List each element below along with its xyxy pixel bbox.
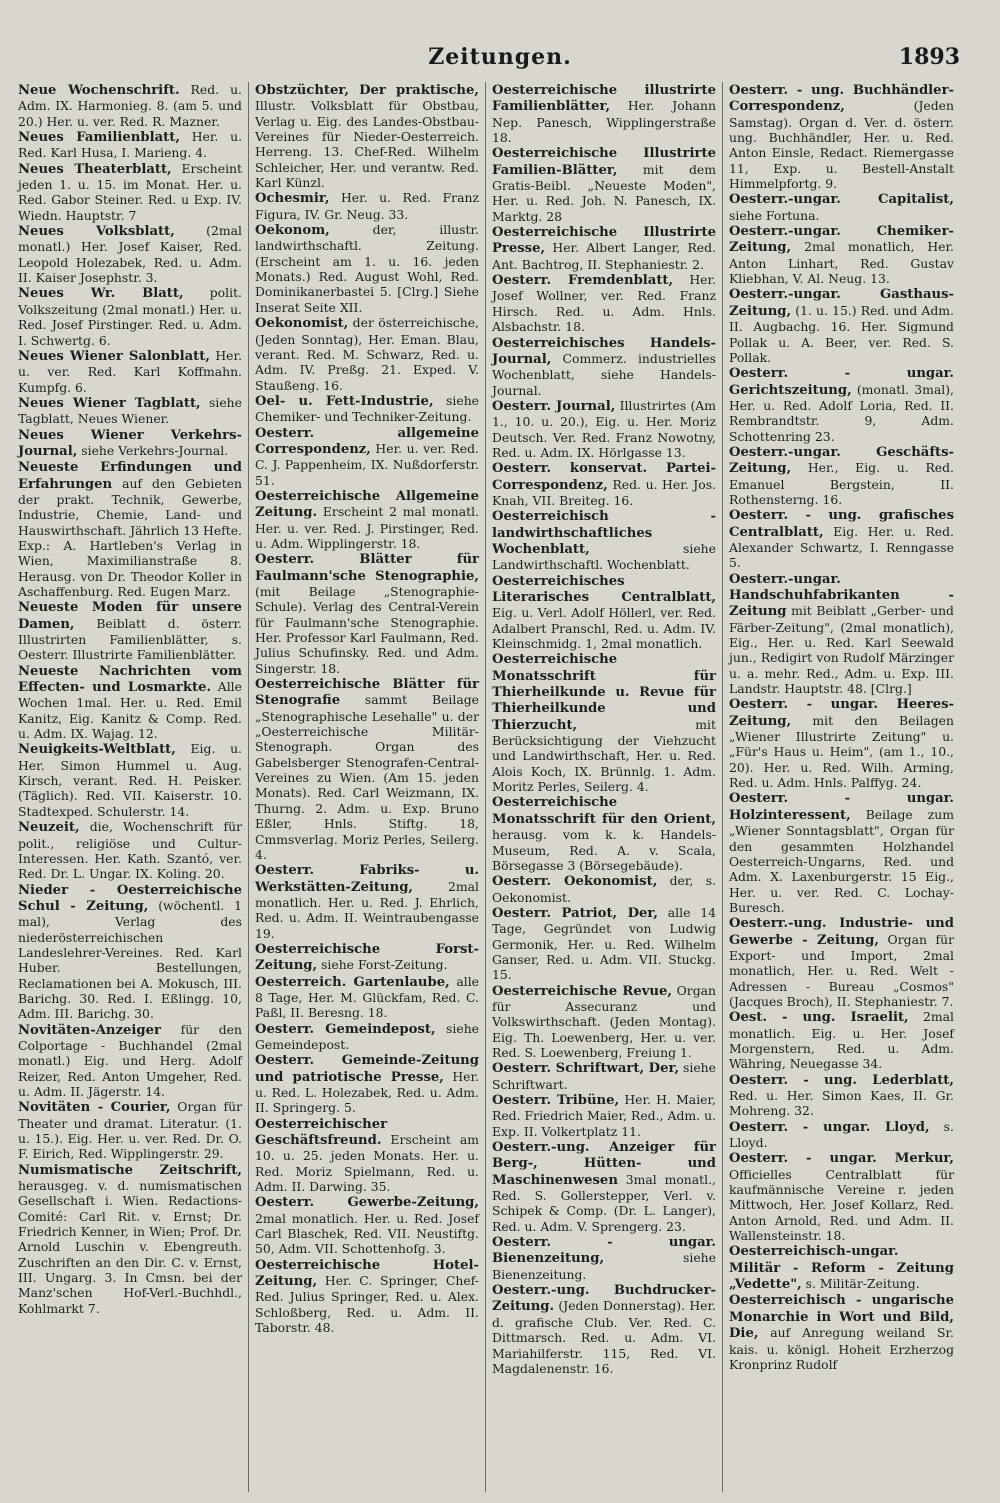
directory-entry [255,551,479,676]
entry-text: Erscheint am 10. u. 25. jeden Monats. Her. u. Red. Moriz Spielmann, Red. u. Adm. II. Darwing. 35. [255,1132,479,1195]
entry-title: Oesterr. Fabriks- u. Werkstätten-Zeitung, [255,863,479,895]
entry-text: s. Lloyd. [729,1118,954,1151]
entry-text: für den Colportage - Buchhandel (2mal monatl.) Eig. und Herg. Adolf Reizer, Red. Anton Umgeher, Red. u. Adm. II. Jägerstr. 14. [18,1021,242,1099]
entry-text: sammt Beilage „Stenographische Lesehalle" u. der „Oesterreichische Militär-Stenograph. Organ des Gabelsberger Stenografen-Central-Vereines zu Wien. (Am 15. jeden Monats). Red. Carl Weizmann, IX. Thurng. 2. Adm. u. Exp. Bruno Eßler, Hnls. Stiftg. 18, Cmmsverlag. Moriz Perles, Seilerg. 4. [255,692,479,862]
entry-title: Oesterr.-ungar. Geschäfts-Zeitung, [729,444,954,477]
directory-entry [729,1009,954,1071]
entry-title: Oesterr. - ungar. Bienenzeitung, [492,1235,716,1267]
directory-entry [18,882,242,1022]
entry-text: (2mal monatl.) Her. Josef Kaiser, Red. Leopold Holezabek, Red. u. Adm. II. Kaiser Josephstr. 3. [18,223,242,286]
directory-entry [729,571,954,697]
directory-entry [255,941,479,974]
directory-entry [492,224,716,272]
directory-entry [18,1022,242,1100]
entry-text: der österreichische, (Jeden Sonntag), Her. Eman. Blau, verant. Red. M. Schwarz, Red. u. Adm. IV. Preßg. 21. Exped. V. Staußeng. 16. [255,315,479,393]
directory-entry [18,1162,242,1316]
entry-title: Oesterr. Tribüne, [492,1093,620,1108]
entry-title: Neueste Nachrichten vom Effecten- und Losmarkte. [18,663,242,696]
page-title: Zeitungen. [428,44,572,70]
entry-text: Her. u. Red. Karl Husa, I. Marieng. 4. [18,129,243,161]
directory-entry [18,819,242,881]
entry-text: Eig. u. Her. Simon Hummel u. Aug. Kirsch, verant. Red. H. Peisker. (Täglich). Red. VII. Kaiserstr. 10. Stadtexped. Schulerstr. 14. [18,741,242,819]
directory-entry [255,862,479,941]
entry-title: Oekonom, [255,223,330,239]
entry-text: auf den Gebieten der prakt. Technik, Gewerbe, Industrie, Chemie, Land- und Hauswirthschaft. Jährlich 13 Hefte. Exp.: A. Hartleben's Verlag in Wien, Maximilianstraße 8. Herausg. von Dr. Theodor Koller in Aschaffenburg. Red. Eugen Marz. [18,475,242,599]
entry-title: Oesterr. - ungar. Merkur, [729,1151,954,1167]
directory-entry [492,1282,716,1376]
entry-title: Oesterr.-ungar. Handschuhfabrikanten - Zeitung [729,571,954,620]
directory-entry [729,696,954,790]
column-3 [486,82,723,1492]
entry-text: Her. u. ver. Red. C. J. Pappenheim, IX. Nußdorferstr. 51. [255,440,479,488]
directory-entry [18,741,242,819]
directory-entry [18,663,242,742]
entry-text: siehe Fortuna. [729,207,820,223]
entry-text: Her. Albert Langer, Red. Ant. Bachtrog, II. Stephaniestr. 2. [492,240,716,272]
directory-entry [255,488,479,551]
directory-entry [729,223,954,286]
entry-text: Organ für Export- und Import, 2mal monatlich, Her. u. Red. Welt - Adressen - Bureau „Cosmos" (Jacques Broch), II. Stephaniestr. 7. [729,931,954,1009]
entry-title: Oesterr. Oekonomist, [492,874,658,890]
entry-text: Her. Josef Wollner, ver. Red. Franz Hirsch. Red. u. Adm. Hnls. Alsbachstr. 18. [492,272,716,335]
entry-title: Ochesmir, [255,191,330,207]
directory-entry [492,335,716,398]
entry-text: Alle Wochen 1mal. Her. u. Red. Emil Kanitz, Eig. Kanitz & Comp. Red. u. Adm. IX. Wajag. 12. [18,679,242,742]
entry-text: Erscheint jeden 1. u. 15. im Monat. Her. u. Red. Gabor Steiner. Red. u Exp. IV. Wiedn. Hauptstr. 7 [18,160,242,223]
entry-title: Oesterreichische Monatsschrift für Thierheilkunde u. Revue für Thierheilkunde und Thierzucht, [492,652,716,733]
entry-text: Her. Johann Nep. Panesch, Wipplingerstraße 18. [492,98,716,146]
entry-title: Neues Wiener Tagblatt, [18,395,201,411]
entry-title: Oesterreichische Monatsschrift für den Orient, [492,795,716,827]
entry-text: auf Anregung weiland Sr. kais. u. königl. Hoheit Erzherzog Kronprinz Rudolf [729,1325,954,1372]
directory-entry [729,82,954,191]
entry-text: Beiblatt d. österr. Illustrirten Familienblätter, s. Oesterr. Illustrirte Familienblätter. [18,615,242,663]
entry-text: siehe Bienenzeitung. [492,1250,716,1282]
directory-entry [255,82,479,190]
entry-text: siehe Gemeindepost. [255,1020,480,1052]
entry-text: Erscheint 2 mal monatl. Her. u. ver. Red. J. Pirstinger, Red. u. Adm. Wipplingerstr. 18. [255,504,479,551]
entry-text: (monatl. 3mal), Her. u. Red. Adolf Loria, Red. II. Rembrandtstr. 9, Adm. Schottenring 23. [729,381,954,444]
entry-text: siehe Forst-Zeitung. [317,957,448,973]
directory-entry [18,1099,242,1161]
directory-entry [255,1257,479,1336]
directory-entry [18,161,242,223]
entry-text: s. Militär-Zeitung. [801,1276,920,1292]
entry-title: Neueste Erfindungen und Erfahrungen [18,460,242,492]
directory-entry [729,1119,954,1151]
entry-text: siehe Verkehrs-Journal. [77,442,229,458]
directory-entry [729,915,954,1009]
directory-entry [729,790,954,915]
directory-entry [18,459,242,599]
directory-entry [255,974,479,1021]
entry-text: Her. C. Springer, Chef-Red. Julius Springer, Red. u. Alex. Schloßberg, Red. u. Adm. II. Taborstr. 48. [255,1273,479,1336]
directory-entry [18,223,242,285]
entry-title: Oesterreichische illustrirte Familienblätter, [492,83,716,115]
entry-title: Oesterreichisches Literarisches Centralblatt, [492,573,716,605]
directory-entry [492,794,716,873]
directory-entry [492,1234,716,1282]
directory-entry [492,508,716,572]
entry-title: Oesterr. allgemeine Correspondenz, [255,425,479,457]
entry-title: Oesterr. - ung. grafisches Centralblatt, [729,508,954,540]
entry-text: Illustrirtes (Am 1., 10. u. 20.), Eig. u. Her. Moriz Deutsch. Ver. Red. Franz Nowotny, Red. u. Adm. IX. Hörlgasse 13. [492,397,716,460]
entry-text: Her. u. Red. Franz Figura, IV. Gr. Neug. 33. [255,190,479,222]
directory-entry [729,1072,954,1119]
entry-text: Organ für Theater und dramat. Literatur. (1. u. 15.). Eig. Her. u. ver. Red. Dr. O. F. Eirich, Red. Wipplingerstr. 29. [18,1099,242,1162]
column-2 [249,82,486,1492]
entry-title: Neuigkeits-Weltblatt, [18,742,176,758]
directory-entry [729,286,954,365]
entry-title: Oesterr. - ungar. Gerichtszeitung, [729,366,954,398]
entry-text: Red. u. Her. Jos. Knah, VII. Breiteg. 16. [492,476,716,508]
directory-entry [492,82,716,145]
entry-title: Oesterr. - ung. Lederblatt, [729,1072,954,1088]
entry-title: Oesterr. Gemeindepost, [255,1021,436,1037]
directory-entry [255,1116,479,1195]
entry-text: siehe Schriftwart. [492,1060,716,1092]
entry-title: Neues Wiener Salonblatt, [18,348,210,364]
entry-text: mit Berücksichtigung der Viehzucht und Landwirthschaft, Her. u. Red. Alois Koch, IX. Brünnlg. 1. Adm. Moritz Perles, Seilerg. 4. [492,716,716,795]
entry-text: (1. u. 15.) Red. und Adm. II. Augbachg. 16. Her. Sigmund Pollak u. A. Beer, ver. Red. S. Pollak. [729,302,954,365]
entry-title: Oesterreichische Illustrirte Familien-Blätter, [492,146,716,178]
entry-title: Oesterreichische Revue, [492,983,672,999]
directory-entry [492,145,716,224]
entry-text: der, illustr. landwirthschaftl. Zeitung. (Erscheint am 1. u. 16. jeden Monats.) Red. August Wohl, Red. Dominikanerbastei 5. [Clrg.] Siehe Inserat Seite XII. [255,222,479,315]
text-columns [12,82,960,1492]
directory-entry [255,222,479,315]
entry-title: Neues Familienblatt, [18,130,180,146]
entry-text: (Jeden Donnerstag). Her. d. grafische Club. Ver. Red. C. Dittmarsch. Red. u. Adm. VI. Mariahilferstr. 115, Red. VI. Magdalenenstr. 16. [492,1298,716,1376]
entry-text: der, s. Oekonomist. [492,873,716,905]
entry-title: Oesterr.-ung. Buchdrucker-Zeitung. [492,1283,716,1315]
directory-entry [492,983,716,1061]
entry-text: Organ für Assecuranz und Volkswirthschaft. (Jeden Montag). Eig. Th. Loewenberg, Her. u. ver. Red. S. Loewenberg, Freiung 1. [492,982,716,1060]
directory-entry [255,190,479,222]
directory-entry [18,599,242,662]
entry-title: Oesterr. Gemeinde-Zeitung und patriotische Presse, [255,1053,479,1085]
entry-title: Oesterreich. Gartenlaube, [255,974,450,990]
entry-title: Oesterreichisch-ungar. Militär - Reform - Zeitung „Vedette", [729,1244,954,1293]
directory-entry [492,905,716,983]
entry-title: Oesterr. Journal, [492,398,616,414]
entry-text: Beilage zum „Wiener Sonntagsblatt", Organ für den gesammten Holzhandel Oesterreich-Ungarns, Red. und Adm. X. Laxenburgerstr. 15 Eig., Her. u. ver. Red. C. Lochay-Buresch. [729,806,954,915]
entry-text: 2mal monatlich. Her. u. Red. J. Ehrlich, Red. u. Adm. II. Weintraubengasse 19. [255,878,479,941]
entry-title: Neues Theaterblatt, [18,161,172,177]
entry-text: Her. u. ver. Red. Karl Koffmahn. Kumpfg. 6. [18,347,243,395]
directory-entry [492,460,716,508]
entry-text: siehe Tagblatt, Neues Wiener. [18,394,242,427]
directory-entry [729,365,954,444]
entry-title: Oesterr. Fremdenblatt, [492,273,674,289]
column-4 [723,82,960,1492]
entry-text: herausgeg. v. d. numismatischen Gesellschaft i. Wien. Redactions-Comité: Carl Rit. v. Ernst; Dr. Friedrich Kenner, in Wien; Prof. Dr. Arnold Luschin v. Ebengreuth. Zuschriften an den Dir. C. v. Ernst, III. Ungarg. 3. In Cmsn. bei der Manz'schen Hof-Verl.-Buchhdl., Kohlmarkt 7. [18,1178,242,1316]
entry-text: Red. u. Her. Simon Kaes, II. Gr. Mohreng. 32. [729,1088,954,1119]
directory-entry [255,1194,479,1256]
directory-entry [492,272,716,334]
directory-entry [729,1292,954,1372]
entry-title: Oesterreichisch - ungarische Monarchie in Wort und Bild, Die, [729,1293,954,1342]
entry-title: Neue Wochenschrift. [18,83,180,98]
directory-entry [255,425,479,488]
directory-entry [18,82,242,129]
entry-title: Oesterreichische Hotel-Zeitung, [255,1257,479,1290]
entry-title: Oesterr.-ung. Industrie- und Gewerbe - Zeitung, [729,916,954,948]
entry-title: Neues Volksblatt, [18,224,175,240]
entry-title: Neuzeit, [18,820,80,836]
directory-entry [255,393,479,425]
entry-title: Nieder - Oesterreichische Schul - Zeitung, [18,882,242,914]
entry-text: siehe Chemiker- und Techniker-Zeitung. [255,392,480,425]
column-1 [12,82,249,1492]
entry-title: Oesterr. Blätter für Faulmann'sche Stenographie, [255,552,479,584]
directory-entry [729,191,954,223]
directory-entry [18,395,242,427]
entry-title: Novitäten-Anzeiger [18,1022,161,1038]
directory-entry [492,873,716,905]
entry-title: Oesterreichisches Handels-Journal, [492,335,716,367]
directory-entry [255,676,479,862]
directory-entry [492,1060,716,1092]
entry-title: Novitäten - Courier, [18,1100,171,1116]
directory-entry [729,1243,954,1292]
directory-entry [18,427,242,460]
directory-entry [255,1052,479,1115]
entry-text: siehe Landwirthschaftl. Wochenblatt. [492,540,716,573]
entry-text: Eig. u. Verl. Adolf Höllerl, ver. Red. Adalbert Pranschl, Red. u. Adm. IV. Kleinschmidg. 1, 2mal monatlich. [492,605,716,652]
entry-title: Oel- u. Fett-Industrie, [255,393,434,409]
entry-title: Neueste Moden für unsere Damen, [18,600,242,632]
entry-text: (wöchentl. 1 mal), Verlag des niederösterreichischen Landeslehrer-Vereines. Red. Karl Huber. Bestellungen, Reclamationen bei A. Mokusch, III. Barichg. 30. Red. I. Eßlingg. 10, Adm. III. Barichg. 30. [18,897,242,1022]
entry-text: alle 8 Tage, Her. M. Glückfam, Red. C. Paßl, II. Beresng. 18. [255,973,479,1021]
entry-text: herausg. vom k. k. Handels-Museum, Red. A. v. Scala, Börsegasse 3 (Börsegebäude). [492,827,716,873]
directory-entry [492,1092,716,1139]
entry-title: Obstzüchter, Der praktische, [255,83,479,98]
entry-title: Neues Wr. Blatt, [18,286,184,302]
entry-text: Eig. Her. u. Red. Alexander Schwartz, I. Renngasse 5. [729,523,954,571]
directory-entry [492,1139,716,1234]
entry-text: die, Wochenschrift für polit., religiöse und Cultur-Interessen. Her. Kath. Szantó, ver. Red. Dr. L. Ungar. IX. Koling. 20. [18,819,242,882]
entry-text: alle 14 Tage, Gegründet von Ludwig Germonik, Her. u. Red. Wilhelm Ganser, Red. u. Adm. VII. Stuckg. 15. [492,904,717,983]
directory-entry [18,348,242,395]
entry-text: mit dem Gratis-Beibl. „Neueste Moden", Her. u. Red. Joh. N. Panesch, IX. Marktg. 28 [492,161,716,224]
entry-text: 3mal monatl., Red. S. Gollerstepper, Verl. v. Schipek & Comp. (Dr. L. Langer), Red. u. Adm. V. Sprengerg. 23. [492,1171,716,1234]
entry-title: Oesterr.-ungar. Capitalist, [729,192,954,208]
entry-text: Her. H. Maier, Red. Friedrich Maier, Red., Adm. u. Exp. II. Volkertplatz 11. [492,1092,716,1139]
entry-title: Oesterreichische Forst-Zeitung, [255,941,479,974]
directory-entry [18,129,242,161]
entry-title: Oesterreichischer Geschäftsfreund. [255,1116,388,1149]
entry-title: Oesterr. - ungar. Holzinteressent, [729,791,954,823]
page-header [0,38,1000,74]
directory-entry [255,315,479,393]
directory-entry [492,398,716,460]
entry-text: Red. u. Adm. IX. Harmonieg. 8. (am 5. und 20.) Her. u. ver. Red. R. Mazner. [18,82,242,129]
entry-title: Oesterr. - ungar. Lloyd, [729,1119,930,1135]
entry-text: Illustr. Volksblatt für Obstbau, Verlag u. Eig. des Landes-Obstbau-Vereines für Nieder-Oesterreich. Herreng. 13. Chef-Red. Wilhelm Schleicher, Her. und verantw. Red. Karl Künzl. [255,98,479,191]
entry-text: (mit Beilage „Stenographie-Schule). Verlag des Central-Verein für Faulmann'sche Stenographie. Her. Professor Karl Faulmann, Red. Julius Schufinsky. Red. und Adm. Singerstr. 18. [255,584,479,676]
entry-title: Oesterreichische Allgemeine Zeitung. [255,488,479,521]
entry-title: Neues Wiener Verkehrs-Journal, [18,427,242,459]
entry-text: 2mal monatlich. Her. u. Red. Josef Carl Blaschek, Red. VII. Neustiftg. 50, Adm. VII. Schottenhofg. 3. [255,1210,479,1257]
directory-entry [729,444,954,507]
entry-title: Oesterreichische Blätter für Stenografie [255,677,479,709]
entry-text: Officielles Centralblatt für kaufmännische Vereine r. jeden Mittwoch, Her. Josef Kollarz, Red. Anton Arnold, Red. und Adm. II. Wallensteinstr. 18. [729,1166,954,1244]
entry-text: polit. Volkszeitung (2mal monatl.) Her. u. Red. Josef Pirstinger. Red. u. Adm. I. Schwertg. 6. [18,285,242,348]
entry-text: 2mal monatlich. Eig. u. Her. Josef Morgenstern, Red. u. Adm. Währing, Neuegasse 34. [729,1009,954,1072]
directory-entry [18,285,242,347]
entry-text: Commerz. industrielles Wochenblatt, siehe Handels-Journal. [492,350,716,398]
entry-title: Oesterr. konservat. Partei-Correspondenz, [492,461,716,493]
directory-entry [255,1021,479,1053]
entry-text: (Jeden Samstag). Organ d. Ver. d. österr. ung. Buchhändler, Her. u. Red. Anton Einsle, Redact. Riemergasse 11, Exp. u. Bestell-Anstalt Himmelpfortg. 9. [729,98,954,192]
entry-text: Her., Eig. u. Red. Emanuel Bergstein, II. Rothensterng. 16. [729,460,954,507]
directory-entry [492,573,716,652]
entry-text: mit Beiblatt „Gerber- und Färber-Zeitung", (2mal monatlich), Eig., Her. u. Red. Karl Seewald jun., Redigirt von Rudolf Märzinger u. a. mehr. Red., Adm. u. Exp. III. Landstr. Hauptstr. 48. [Clrg.] [729,603,954,697]
page-number: 1893 [898,44,960,70]
entry-title: Oesterr.-ungar. Chemiker-Zeitung, [729,224,954,256]
entry-title: Oesterr. Gewerbe-Zeitung, [255,1195,479,1211]
entry-title: Oesterreichisch - landwirthschaftliches Wochenblatt, [492,509,716,557]
directory-entry [729,1150,954,1243]
entry-title: Oesterr. - ung. Buchhändler-Correspondenz, [729,83,954,115]
directory-entry [492,651,716,794]
entry-text: 2mal monatlich, Her. Anton Linhart, Red. Gustav Kliebhan, V. Al. Neug. 13. [729,239,954,287]
entry-title: Oest. - ung. Israelit, [729,1010,909,1026]
entry-title: Oesterr.-ungar. Gasthaus-Zeitung, [729,287,954,319]
entry-title: Numismatische Zeitschrift, [18,1162,242,1178]
entry-text: Her. u. Red. L. Holezabek, Red. u. Adm. II. Springerg. 5. [255,1068,480,1116]
entry-title: Oesterr. - ungar. Heeres-Zeitung, [729,697,954,729]
entry-title: Oesterreichische Illustrirte Presse, [492,225,716,257]
entry-title: Oekonomist, [255,316,349,332]
entry-title: Oesterr. Schriftwart, Der, [492,1061,680,1077]
entry-title: Oesterr.-ung. Anzeiger für Berg-, Hütten- und Maschinenwesen [492,1140,716,1188]
directory-entry [729,507,954,570]
entry-title: Oesterr. Patriot, Der, [492,905,658,921]
entry-text: mit den Beilagen „Wiener Illustrirte Zeitung" u. „Für's Haus u. Heim", (am 1., 10., 20). Her. u. Red. Wilh. Arming, Red. u. Adm. Hnls. Palffyg. 24. [729,712,954,791]
